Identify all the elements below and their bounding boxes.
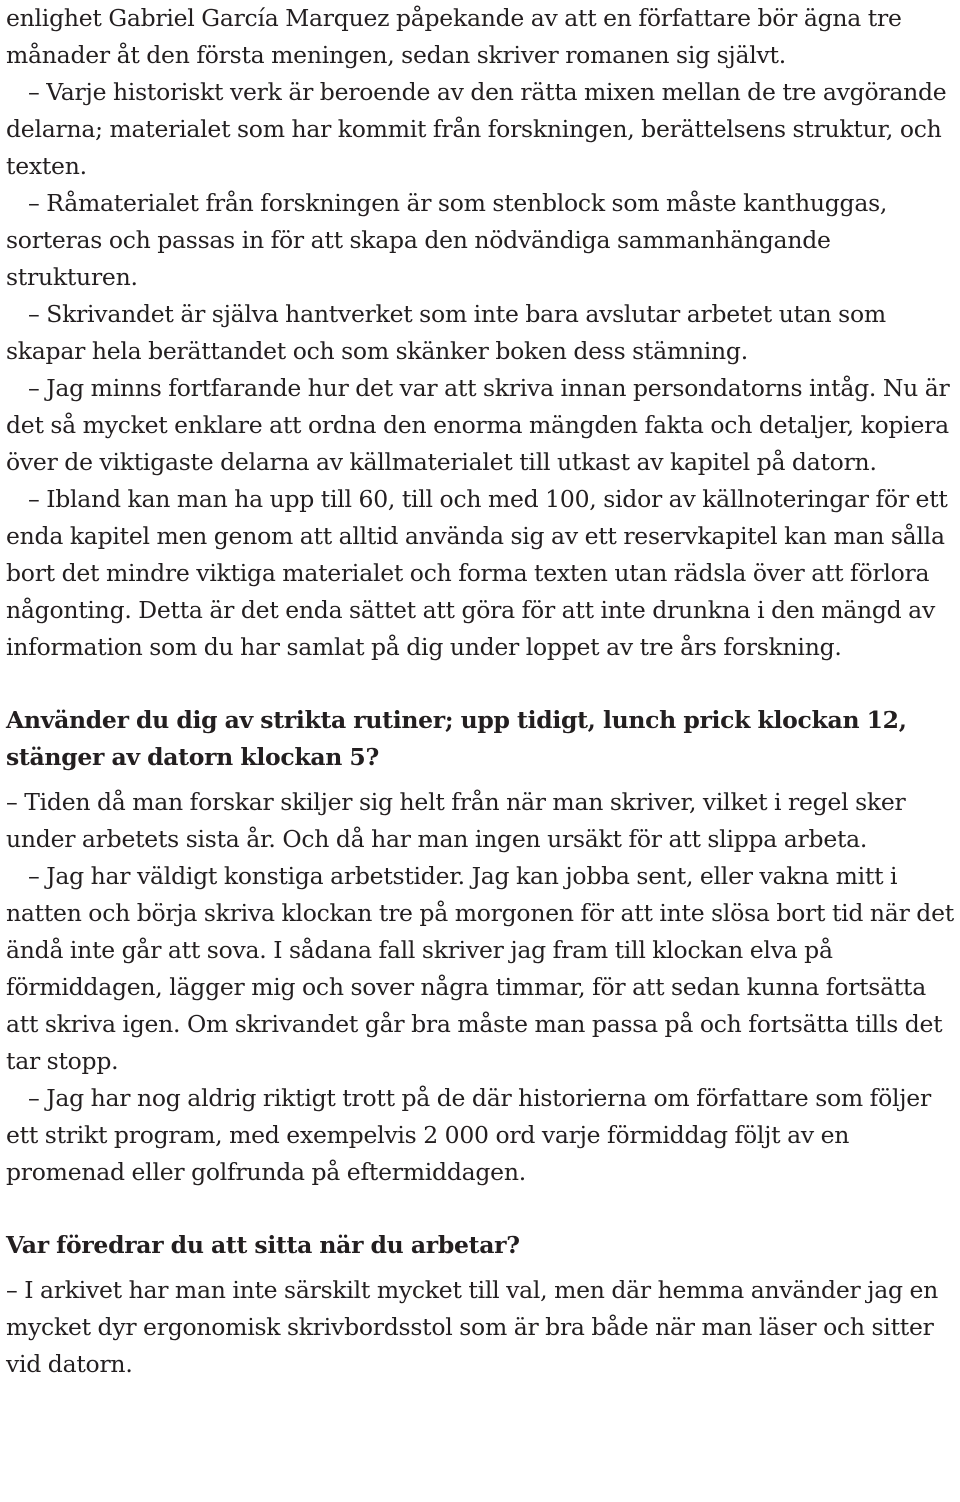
answer-paragraph-work-hours: – Jag har väldigt konstiga arbetstider. Jag kan jobba sent, eller vakna mitt i natten och börja skriva klockan tre på morgonen för att inte slösa bort tid när det ändå inte går att sova. I sådana fall skriver jag fram till klockan elva på förmiddagen, lägger mig och sover några timmar, för att sedan kunna fortsätta att skriva igen. Om skrivandet går bra måste man passa på och fortsätta tills det tar stopp.	[6, 862, 954, 1075]
document-page	[6, 0, 956, 1383]
paragraph-continuation: enlighet Gabriel García Marquez påpekande av att en författare bör ägna tre månader åt den första meningen, sedan skriver romanen sig självt.	[6, 4, 902, 69]
paragraph-personal-computer: – Jag minns fortfarande hur det var att skriva innan persondatorns intåg. Nu är det så mycket enklare att ordna den enorma mängden fakta och detaljer, kopiera över de viktigaste delarna av källmaterialet till utkast av kapitel på datorn.	[6, 374, 950, 476]
paragraph-raw-material: – Råmaterialet från forskningen är som stenblock som måste kanthuggas, sorteras och passas in för att skapa den nödvändiga sammanhängande strukturen.	[6, 189, 888, 291]
answer-paragraph-strict-program: – Jag har nog aldrig riktigt trott på de där historierna om författare som följer ett strikt program, med exempelvis 2 000 ord varje förmiddag följt av en promenad eller golfrunda på eftermiddagen.	[6, 1084, 931, 1186]
question-heading-routines: Använder du dig av strikta rutiner; upp tidigt, lunch prick klockan 12, stänger av datorn klockan 5?	[6, 706, 907, 771]
answer-paragraph-research-time: – Tiden då man forskar skiljer sig helt från när man skriver, vilket i regel sker under arbetets sista år. Och då har man ingen ursäkt för att slippa arbeta.	[6, 788, 906, 853]
paragraph-source-notes: – Ibland kan man ha upp till 60, till och med 100, sidor av källnoteringar för ett enda kapitel men genom att alltid använda sig av ett reservkapitel kan man sålla bort det mindre viktiga materialet och forma texten utan rädsla över att förlora någonting. Detta är det enda sättet att göra för att inte drunkna i den mängd av information som du har samlat på dig under loppet av tre års forskning.	[6, 485, 948, 661]
paragraph-historical-work: – Varje historiskt verk är beroende av den rätta mixen mellan de tre avgörande delarna; materialet som har kommit från forskningen, berättelsens struktur, och texten.	[6, 78, 947, 180]
paragraph-writing-craft: – Skrivandet är själva hantverket som inte bara avslutar arbetet utan som skapar hela berättandet och som skänker boken dess stämning.	[6, 300, 886, 365]
question-heading-seating: Var föredrar du att sitta när du arbetar?	[6, 1231, 520, 1259]
answer-paragraph-archive-chair: – I arkivet har man inte särskilt mycket till val, men där hemma använder jag en mycket dyr ergonomisk skrivbordsstol som är bra både när man läser och sitter vid datorn.	[6, 1276, 939, 1378]
